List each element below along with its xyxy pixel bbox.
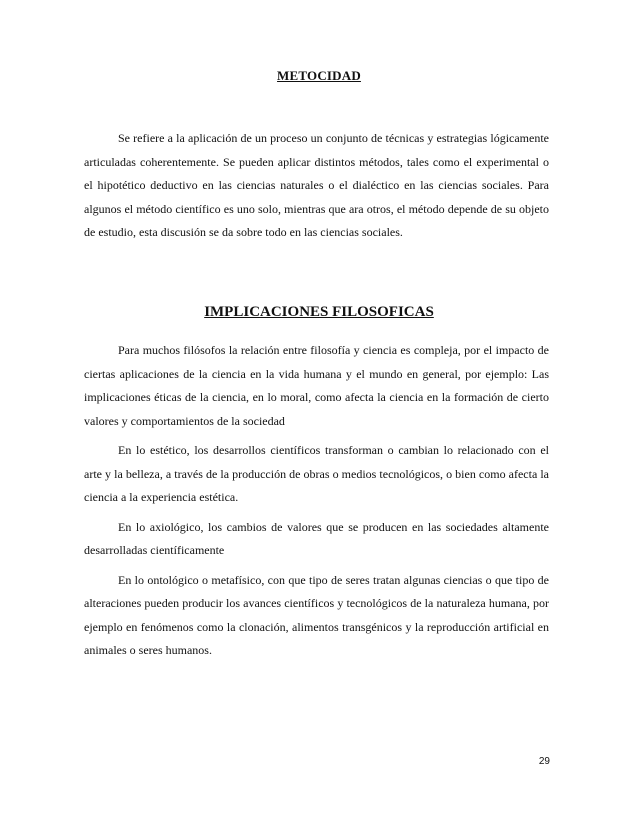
section-title-metocidad: METOCIDAD <box>277 68 361 83</box>
paragraph-metocidad: Se refiere a la aplicación de un proceso un conjunto de técnicas y estrategias lógicamente articuladas coherentemente. Se pueden aplicar distintos métodos, tales como el experimental o el hipotético deductivo en las ciencias naturales o el dialéctico en las ciencias sociales. Para algunos el método científico es uno solo, mientras que ara otros, el método depende de su objeto de estudio, esta discusión se da sobre todo en las ciencias sociales. <box>84 131 549 239</box>
paragraph-filosofia-ciencia: Para muchos filósofos la relación entre filosofía y ciencia es compleja, por el impacto de ciertas aplicaciones de la ciencia en la vida humana y el mundo en general, por ejemplo: Las implicaciones éticas de la ciencia, en lo moral, como afecta la ciencia en la formación de cierto valores y comportamientos de la sociedad <box>84 343 549 428</box>
paragraph-axiologico: En lo axiológico, los cambios de valores que se producen en las sociedades altamente desarrolladas científicamente <box>84 519 549 557</box>
page-number: 29 <box>538 756 550 767</box>
section-metocidad-body <box>84 127 549 251</box>
paragraph-estetico: En lo estético, los desarrollos científicos transforman o cambian lo relacionado con el arte y la belleza, a través de la producción de obras o medios tecnológicos, o bien como afecta la ciencia a la experiencia estética. <box>84 443 549 504</box>
section-implicaciones-body <box>84 339 549 669</box>
section-title-implicaciones: IMPLICACIONES FILOSOFICAS <box>204 304 434 320</box>
paragraph-ontologico: En lo ontológico o metafísico, con que tipo de seres tratan algunas ciencias o que tipo de alteraciones pueden producir los avances científicos y tecnológicos de la naturaleza humana, por ejemplo en fenómenos como la clonación, alimentos transgénicos y la reproducción artificial en animales o seres humanos. <box>84 572 549 657</box>
